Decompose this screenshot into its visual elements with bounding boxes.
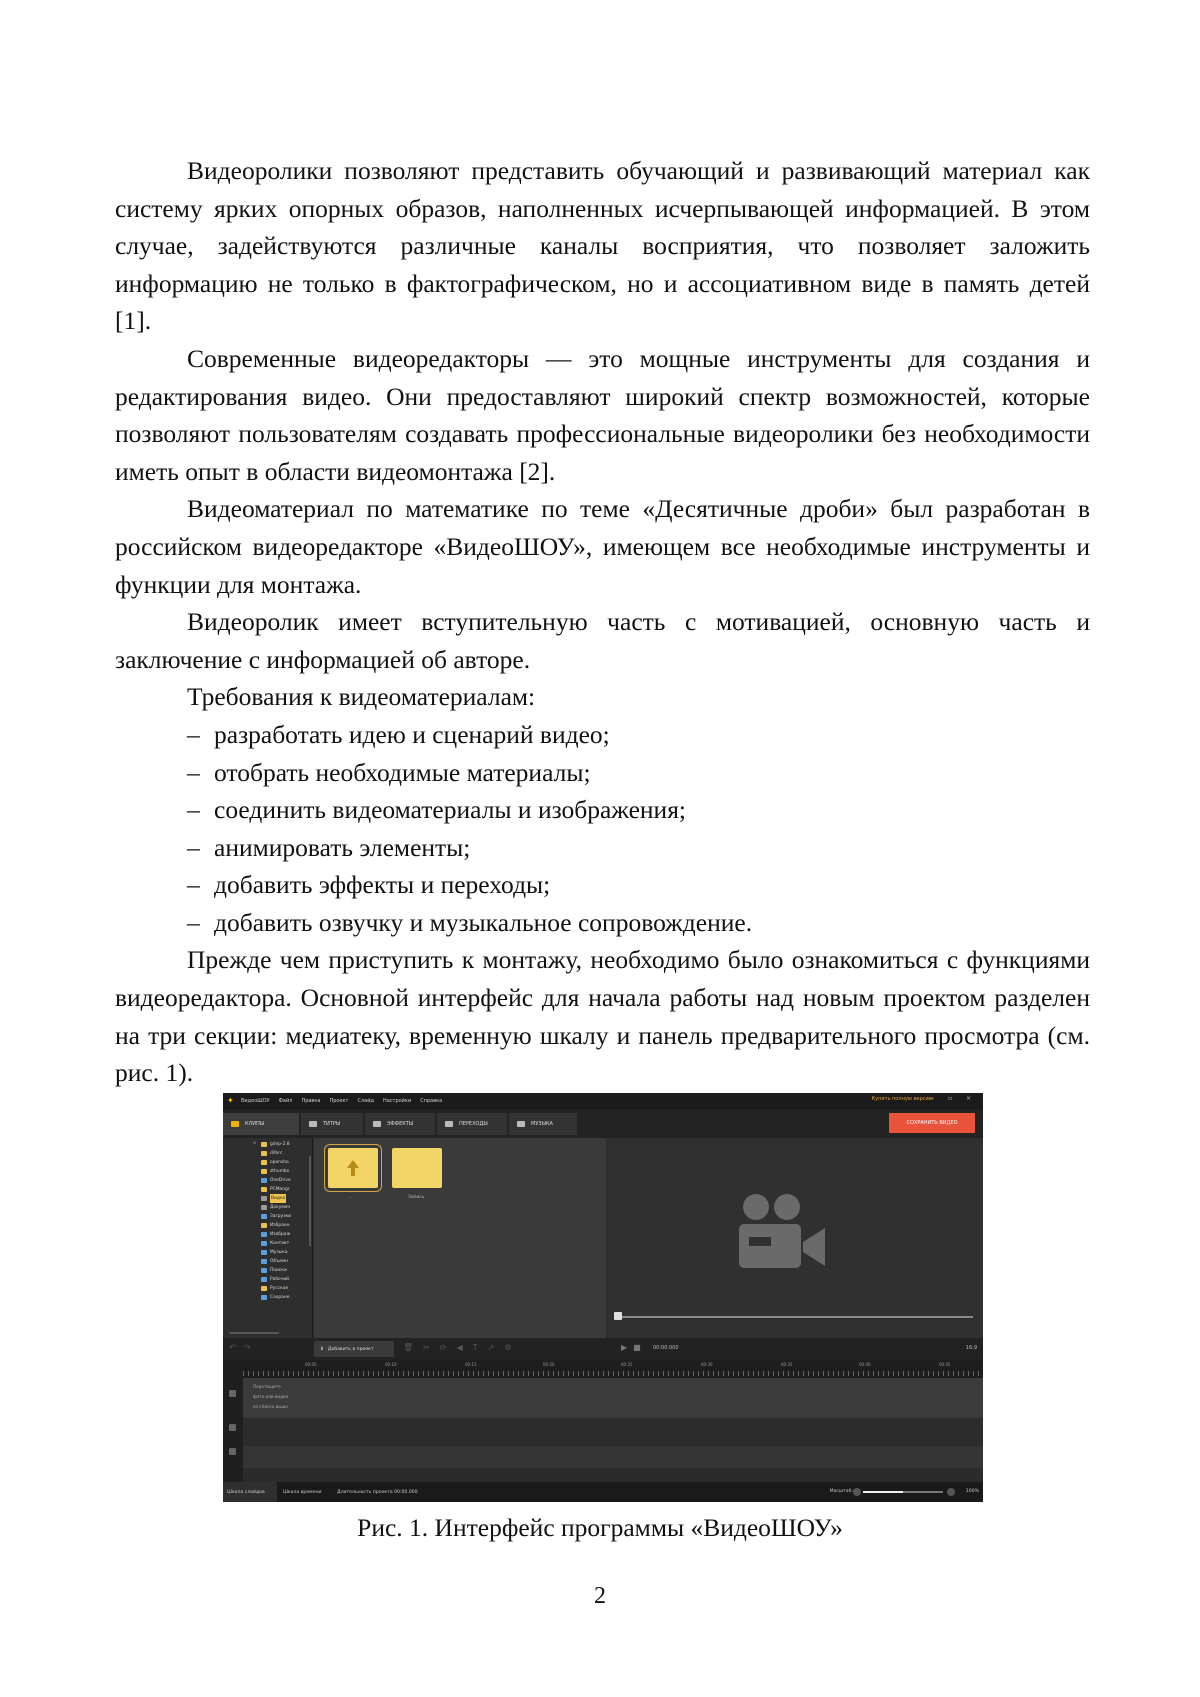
image-track-icon [229, 1390, 236, 1397]
menu-settings[interactable]: Настройки [382, 1098, 412, 1104]
list-item: – отобрать необходимые материалы; [115, 754, 1090, 792]
tree-item[interactable]: gimp-2.8 [261, 1140, 290, 1149]
tree-item[interactable]: PCMangr [261, 1185, 290, 1194]
time-readout: 00:00.000 [653, 1345, 679, 1351]
tree-item[interactable]: Поиски [261, 1266, 287, 1275]
downloads-icon [261, 1214, 267, 1219]
buy-full-version-link[interactable]: Купить полную версию [871, 1096, 933, 1102]
timeline-ruler[interactable] [243, 1360, 983, 1378]
desktop-icon [261, 1277, 267, 1282]
requirements-list [115, 716, 1090, 942]
folder-icon [261, 1169, 267, 1174]
menu-file[interactable]: Файл [278, 1098, 293, 1104]
controls-bar [223, 1338, 983, 1360]
folder-icon [261, 1286, 267, 1291]
folder-icon [261, 1160, 267, 1165]
tree-item[interactable]: Загрузки [261, 1212, 291, 1221]
transitions-icon [445, 1121, 453, 1127]
paragraph-2: Современные видеоредакторы — это мощные инструменты для создания и редактирования видео. Они предоставляют широкий спектр возможностей, которые позволяют пользователям создавать профессиональные видеоролики без необходимости иметь опыт в области видеомонтажа [2]. [115, 343, 1090, 486]
menu-help[interactable]: Справка [420, 1098, 443, 1104]
menu-slide[interactable]: Слайд [357, 1098, 374, 1104]
scale-label: Масштаб: [829, 1489, 853, 1494]
preview-progress-bar[interactable] [617, 1316, 973, 1318]
menu-edit[interactable]: Правка [301, 1098, 321, 1104]
media-folder-up[interactable] [328, 1148, 378, 1188]
tree-item[interactable]: openshо [261, 1158, 289, 1167]
media-caption: . . . [348, 1195, 355, 1200]
paragraph-3: Видеоматериал по математике по теме «Десятичные дроби» был разработан в российском видеоредакторе «ВидеоШОУ», имеющем все необходимые инструменты и функции для монтажа. [115, 494, 1090, 599]
clips-icon [231, 1121, 239, 1127]
pictures-icon [261, 1232, 267, 1237]
paragraph-5: Прежде чем приступить к монтажу, необходимо было ознакомиться с функциями видеоредактора. Основной интерфейс для начала работы над новым проектом разделен на три секции: медиатеку, временную шкалу и панель предварительного просмотра (см. рис. 1). [115, 945, 1090, 1088]
video-folder-icon [261, 1196, 267, 1201]
video-track[interactable] [243, 1378, 983, 1418]
edit-tool-icons[interactable]: 🗑✂⟳◀T↗⚙ [403, 1343, 522, 1352]
paragraph-4: Видеоролик имеет вступительную часть с мотивацией, основную часть и заключение с информацией об авторе. [115, 607, 1090, 674]
list-marker: – [187, 795, 200, 825]
media-folder-record[interactable] [392, 1148, 442, 1188]
audio-track[interactable] [243, 1420, 983, 1444]
ruler-label: 00:20 [543, 1362, 555, 1367]
ruler-label: 00:35 [781, 1362, 793, 1367]
tree-item[interactable]: diferc [261, 1149, 282, 1158]
tree-item[interactable]: Русское [261, 1284, 288, 1293]
app-logo-icon: ✦ [227, 1096, 234, 1105]
ruler-label: 00:05 [305, 1362, 317, 1367]
menu-bar [223, 1093, 983, 1109]
ruler-label: 00:10 [385, 1362, 397, 1367]
ruler-label: 00:30 [701, 1362, 713, 1367]
preview-scrubber-handle[interactable] [614, 1312, 622, 1320]
effects-icon [373, 1121, 381, 1127]
zoom-slider[interactable] [863, 1491, 943, 1493]
zoom-in-icon[interactable] [947, 1488, 955, 1496]
tab-transitions[interactable]: ПЕРЕХОДЫ [437, 1113, 507, 1135]
ruler-label: 00:45 [939, 1362, 951, 1367]
timeline-side-icons [223, 1360, 243, 1482]
folder-icon [261, 1151, 267, 1156]
page-number: 2 [594, 1583, 606, 1609]
contacts-icon [261, 1241, 267, 1246]
list-item: – анимировать элементы; [115, 829, 1090, 867]
videoshow-screenshot [223, 1093, 983, 1502]
add-to-project-button[interactable]: ⬇ Добавить в проект [314, 1341, 394, 1357]
ruler-label: 00:40 [859, 1362, 871, 1367]
tree-item[interactable]: Объемн [261, 1257, 288, 1266]
status-bar [223, 1482, 983, 1502]
tree-item[interactable]: Изображ [261, 1230, 290, 1239]
list-marker: – [187, 907, 200, 937]
paragraph-1: Видеоролики позволяют представить обучающий и развивающий материал как систему ярких опорных образов, наполненных исчерпывающей информацией. В этом случае, задействуются различные каналы восприятия, что позволяет заложить информацию не только в фактографическом, но и ассоциативном виде в память детей [1]. [115, 156, 1090, 336]
tab-effects[interactable]: ЭФФЕКТЫ [365, 1113, 435, 1135]
tree-item[interactable]: Рабочий [261, 1275, 289, 1284]
list-item: – соединить видеоматериалы и изображения; [115, 791, 1090, 829]
saved-icon [261, 1295, 267, 1300]
voice-track[interactable] [243, 1446, 983, 1468]
menu-app[interactable]: ВидеоШОУ [241, 1098, 270, 1104]
folder-icon [261, 1187, 267, 1192]
list-item: – добавить эффекты и переходы; [115, 866, 1090, 904]
titles-icon [309, 1121, 317, 1127]
ruler-ticks [243, 1371, 983, 1376]
download-icon: ⬇ [320, 1346, 324, 1352]
documents-icon [261, 1205, 267, 1210]
track-hint-line: Перетащите [253, 1384, 281, 1389]
tree-item[interactable]: zthumbn [261, 1167, 289, 1176]
star-icon [261, 1223, 267, 1228]
3d-objects-icon [261, 1259, 267, 1264]
folder-tree: ⊞ gimp-2.8 diferc openshо zthumbn OneDrive PCMangr Видео Докумен Загрузки Избранн Изображ Контакт Музыка Объемн Поиски Рабочий Русское Сохране [223, 1138, 313, 1338]
arrow-up-icon [328, 1148, 378, 1188]
tab-music[interactable]: МУЗЫКА [509, 1113, 577, 1135]
tree-scrollbar[interactable] [309, 1156, 311, 1246]
menu-project[interactable]: Проект [329, 1098, 349, 1104]
music-folder-icon [261, 1250, 267, 1255]
video-camera-icon [739, 1190, 829, 1274]
tab-slides-scale[interactable]: Шкала слайдов [223, 1482, 277, 1502]
undo-redo-icons[interactable]: ↶↷ [229, 1343, 259, 1352]
tab-time-scale[interactable]: Шкала времени [283, 1489, 322, 1495]
tab-titles[interactable]: ТИТРЫ [301, 1113, 363, 1135]
tree-item[interactable]: Сохране [261, 1293, 289, 1302]
zoom-out-icon[interactable] [853, 1488, 861, 1496]
list-marker: – [187, 870, 200, 900]
preview-panel [607, 1138, 983, 1338]
ruler-label: 00:25 [621, 1362, 633, 1367]
audio-track-icon [229, 1424, 236, 1431]
document-body [115, 152, 1090, 1092]
cloud-icon [261, 1178, 267, 1183]
requirements-heading: Требования к видеоматериалам: [187, 682, 536, 712]
tree-item[interactable]: Контакт [261, 1239, 289, 1248]
track-hint-line: из списка выше [253, 1404, 288, 1409]
search-icon [261, 1268, 267, 1273]
list-marker: – [187, 719, 200, 749]
list-item: – добавить озвучку и музыкальное сопровождение. [115, 904, 1090, 942]
tree-item[interactable]: Избранн [261, 1221, 290, 1230]
list-marker: – [187, 832, 200, 862]
project-duration: Длительность проекта 00:00.000 [337, 1489, 418, 1495]
media-library [314, 1138, 606, 1338]
media-caption: Запись [408, 1195, 425, 1200]
tab-bar [223, 1109, 983, 1138]
track-hint-line: фото или видео [253, 1394, 289, 1399]
tree-item[interactable]: Докумен [261, 1203, 290, 1212]
aspect-ratio[interactable]: 16:9 [965, 1345, 977, 1351]
ruler-label: 00:15 [465, 1362, 477, 1367]
play-stop-icons[interactable]: ▶■ [621, 1343, 647, 1352]
list-item: – разработать идею и сценарий видео; [115, 716, 1090, 754]
folder-icon [261, 1142, 267, 1147]
tab-clips[interactable]: КЛИПЫ [223, 1113, 299, 1135]
zoom-percent: 100% [965, 1489, 979, 1494]
window-controls[interactable]: – ▫ × [931, 1095, 977, 1102]
music-icon [517, 1121, 525, 1127]
tree-item-selected[interactable]: Видео [261, 1194, 286, 1203]
save-video-button[interactable]: СОХРАНИТЬ ВИДЕО [889, 1113, 975, 1133]
list-marker: – [187, 757, 200, 787]
tree-horizontal-scrollbar[interactable] [229, 1332, 279, 1334]
tree-item[interactable]: Музыка [261, 1248, 288, 1257]
figure-caption: Рис. 1. Интерфейс программы «ВидеоШОУ» [357, 1513, 843, 1542]
tree-item[interactable]: OneDrive [261, 1176, 291, 1185]
mic-track-icon [229, 1448, 236, 1455]
